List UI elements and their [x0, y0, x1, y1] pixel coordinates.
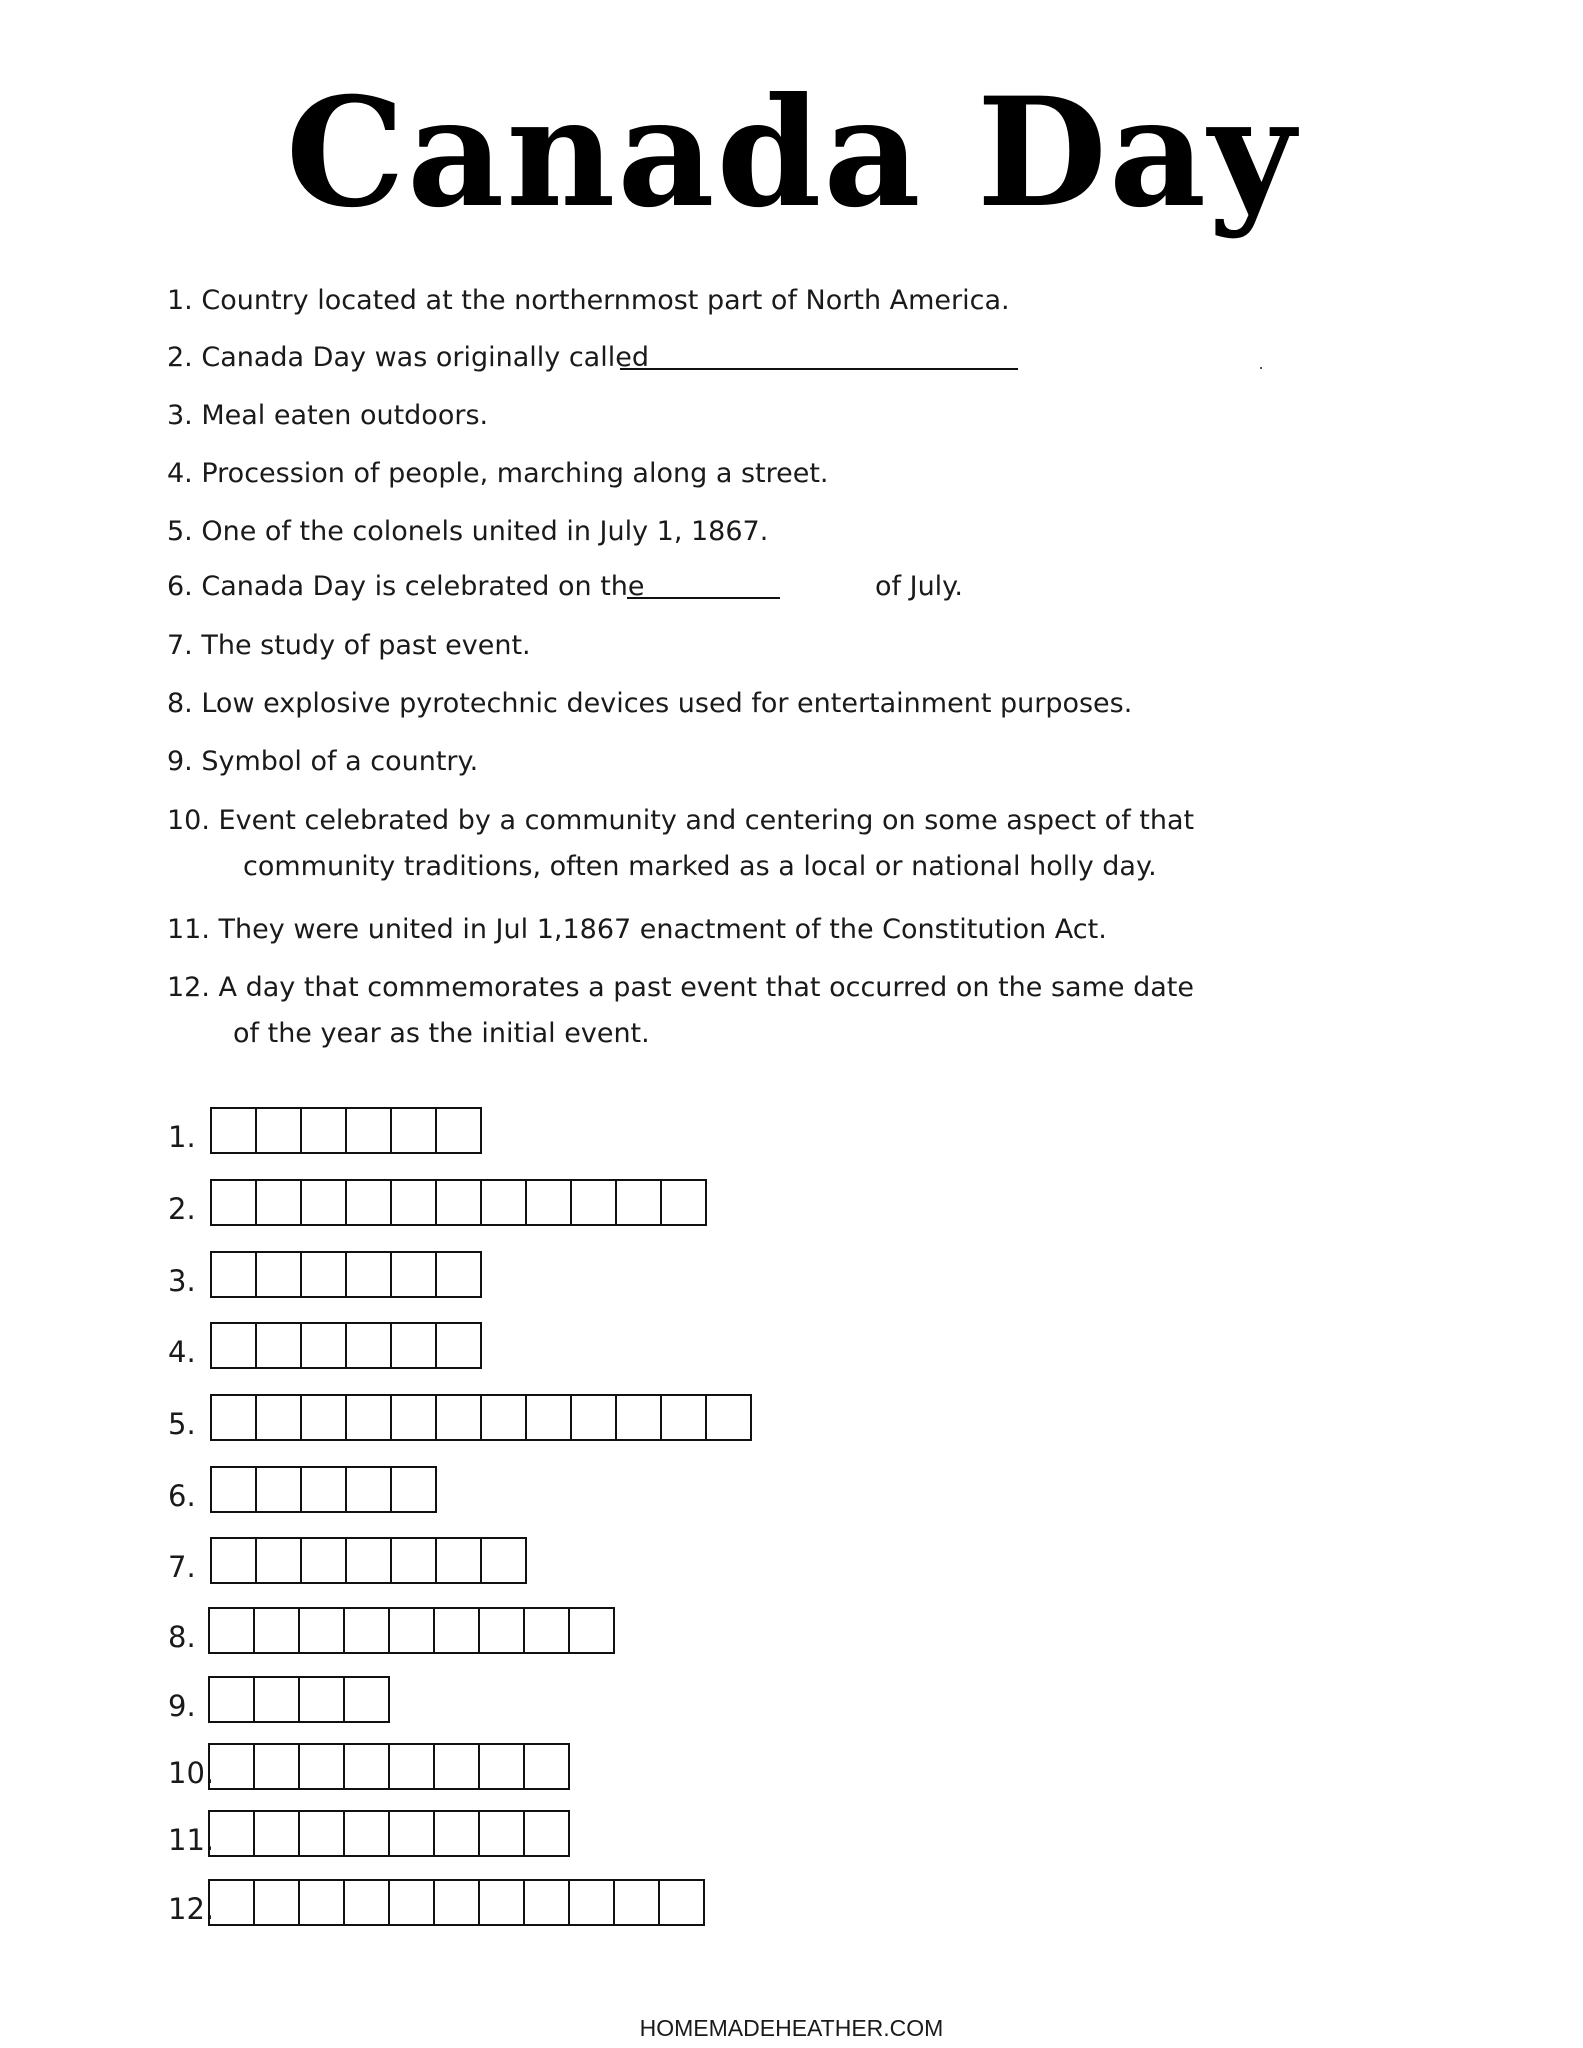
letter-boxes [210, 1537, 527, 1584]
clue-text: Low explosive pyrotechnic devices used for entertainment purposes. [201, 688, 1133, 719]
letter-box[interactable] [572, 1396, 617, 1439]
letter-box[interactable] [662, 1181, 705, 1224]
clue-text: Canada Day is celebrated on the [201, 571, 645, 602]
letter-box[interactable] [525, 1745, 568, 1788]
letter-box[interactable] [482, 1181, 527, 1224]
clue-text: Meal eaten outdoors. [201, 400, 489, 431]
clue-text: Canada Day was originally called [201, 342, 649, 373]
letter-box[interactable] [257, 1324, 302, 1367]
page-title: Canada Day [285, 65, 1298, 241]
clue-number: 2. [167, 342, 193, 373]
letter-box[interactable] [660, 1881, 703, 1924]
clue-number: 1. [167, 285, 193, 316]
letter-box[interactable] [392, 1253, 437, 1296]
letter-box[interactable] [257, 1539, 302, 1582]
letter-box[interactable] [437, 1181, 482, 1224]
clue-text-continued: of the year as the initial event. [233, 1018, 650, 1049]
letter-box[interactable] [347, 1324, 392, 1367]
clue-text: One of the colonels united in July 1, 1867. [201, 516, 769, 547]
clue-9 [167, 745, 478, 779]
letter-box[interactable] [255, 1745, 300, 1788]
letter-box[interactable] [255, 1678, 300, 1721]
letter-box[interactable] [435, 1812, 480, 1855]
letter-box[interactable] [212, 1253, 257, 1296]
letter-box[interactable] [572, 1181, 617, 1224]
letter-box[interactable] [257, 1468, 302, 1511]
letter-box[interactable] [392, 1181, 437, 1224]
letter-boxes [210, 1394, 752, 1441]
answer-number: 8. [168, 1620, 196, 1654]
letter-box[interactable] [255, 1881, 300, 1924]
letter-box[interactable] [210, 1812, 255, 1855]
letter-box[interactable] [300, 1745, 345, 1788]
letter-box[interactable] [525, 1881, 570, 1924]
letter-boxes [210, 1322, 482, 1369]
letter-box[interactable] [212, 1396, 257, 1439]
letter-box[interactable] [345, 1812, 390, 1855]
letter-box[interactable] [437, 1324, 480, 1367]
answer-number: 9. [168, 1689, 196, 1723]
answer-number: 4. [168, 1335, 196, 1369]
letter-box[interactable] [435, 1609, 480, 1652]
answer-number: 11. [168, 1823, 215, 1857]
letter-box[interactable] [392, 1109, 437, 1152]
clue-4 [167, 457, 829, 491]
clue-number: 5. [167, 516, 193, 547]
letter-box[interactable] [212, 1468, 257, 1511]
letter-box[interactable] [527, 1181, 572, 1224]
answer-number: 3. [168, 1264, 196, 1298]
letter-box[interactable] [437, 1253, 480, 1296]
answer-number: 5. [168, 1407, 196, 1441]
letter-box[interactable] [302, 1539, 347, 1582]
letter-box[interactable] [347, 1181, 392, 1224]
letter-box[interactable] [617, 1181, 662, 1224]
letter-box[interactable] [210, 1678, 255, 1721]
letter-box[interactable] [482, 1396, 527, 1439]
letter-box[interactable] [482, 1539, 525, 1582]
clue-2 [167, 341, 649, 375]
clue-number: 9. [167, 746, 193, 777]
clue-3 [167, 399, 488, 433]
clue-text: Event celebrated by a community and centering on some aspect of that [218, 805, 1195, 836]
letter-boxes [210, 1107, 482, 1154]
letter-box[interactable] [345, 1678, 388, 1721]
letter-boxes [210, 1251, 482, 1298]
letter-box[interactable] [525, 1812, 568, 1855]
letter-box[interactable] [210, 1745, 255, 1788]
letter-boxes [208, 1743, 570, 1790]
letter-box[interactable] [392, 1324, 437, 1367]
answer-number: 12. [168, 1892, 215, 1926]
letter-box[interactable] [255, 1609, 300, 1652]
letter-box[interactable] [257, 1181, 302, 1224]
letter-box[interactable] [615, 1881, 660, 1924]
clue-text: They were united in Jul 1,1867 enactment of the Constitution Act. [218, 914, 1107, 945]
letter-boxes [208, 1607, 615, 1654]
clue-6-suffix: of July. [875, 571, 963, 602]
letter-box[interactable] [257, 1253, 302, 1296]
clue-7 [167, 629, 531, 663]
letter-box[interactable] [390, 1812, 435, 1855]
letter-box[interactable] [437, 1396, 482, 1439]
answer-blank-line [627, 597, 780, 599]
answer-blank-line [620, 368, 1018, 370]
letter-box[interactable] [210, 1881, 255, 1924]
letter-box[interactable] [302, 1109, 347, 1152]
clue-10 [167, 804, 1194, 884]
letter-box[interactable] [347, 1468, 392, 1511]
letter-box[interactable] [390, 1609, 435, 1652]
letter-boxes [208, 1810, 570, 1857]
letter-box[interactable] [390, 1881, 435, 1924]
clue-number: 11. [167, 914, 210, 945]
clue-number: 3. [167, 400, 193, 431]
letter-box[interactable] [302, 1324, 347, 1367]
letter-box[interactable] [255, 1812, 300, 1855]
letter-box[interactable] [300, 1678, 345, 1721]
letter-box[interactable] [662, 1396, 707, 1439]
clue-text: The study of past event. [201, 630, 531, 661]
clue-number: 4. [167, 458, 193, 489]
letter-box[interactable] [437, 1539, 482, 1582]
letter-box[interactable] [480, 1812, 525, 1855]
letter-box[interactable] [392, 1468, 435, 1511]
letter-box[interactable] [212, 1539, 257, 1582]
letter-box[interactable] [300, 1609, 345, 1652]
letter-box[interactable] [570, 1609, 613, 1652]
letter-boxes [210, 1466, 437, 1513]
letter-box[interactable] [300, 1812, 345, 1855]
clue-12 [167, 971, 1194, 1051]
letter-box[interactable] [347, 1396, 392, 1439]
answer-number: 1. [168, 1120, 196, 1154]
clue-6 [167, 570, 645, 604]
clue-number: 8. [167, 688, 193, 719]
stray-mark [1260, 367, 1262, 369]
letter-box[interactable] [437, 1109, 480, 1152]
clue-number: 12. [167, 972, 210, 1003]
letter-box[interactable] [392, 1539, 437, 1582]
clue-8 [167, 687, 1132, 721]
letter-box[interactable] [257, 1109, 302, 1152]
letter-box[interactable] [212, 1324, 257, 1367]
letter-box[interactable] [345, 1745, 390, 1788]
letter-box[interactable] [347, 1253, 392, 1296]
clue-number: 10. [167, 805, 210, 836]
clue-text: Procession of people, marching along a street. [201, 458, 829, 489]
letter-box[interactable] [212, 1109, 257, 1152]
letter-box[interactable] [302, 1253, 347, 1296]
clue-number: 7. [167, 630, 193, 661]
letter-box[interactable] [617, 1396, 662, 1439]
letter-box[interactable] [345, 1609, 390, 1652]
letter-box[interactable] [392, 1396, 437, 1439]
letter-boxes [208, 1676, 390, 1723]
clue-text: Symbol of a country. [201, 746, 479, 777]
answer-number: 10. [168, 1756, 215, 1790]
letter-box[interactable] [345, 1881, 390, 1924]
letter-box[interactable] [210, 1609, 255, 1652]
letter-box[interactable] [302, 1181, 347, 1224]
letter-box[interactable] [302, 1468, 347, 1511]
clue-number: 6. [167, 571, 193, 602]
footer-website: HOMEMADEHEATHER.COM [639, 2015, 944, 2041]
clue-text-continued: community traditions, often marked as a local or national holly day. [243, 851, 1157, 882]
letter-box[interactable] [302, 1396, 347, 1439]
letter-box[interactable] [257, 1396, 302, 1439]
letter-box[interactable] [527, 1396, 572, 1439]
letter-box[interactable] [480, 1881, 525, 1924]
letter-boxes [210, 1179, 707, 1226]
clue-5 [167, 515, 768, 549]
letter-box[interactable] [300, 1881, 345, 1924]
answer-number: 2. [168, 1192, 196, 1226]
letter-box[interactable] [570, 1881, 615, 1924]
letter-box[interactable] [707, 1396, 750, 1439]
letter-box[interactable] [212, 1181, 257, 1224]
clue-1 [167, 284, 1010, 318]
letter-box[interactable] [525, 1609, 570, 1652]
letter-box[interactable] [347, 1539, 392, 1582]
clue-text: Country located at the northernmost part of North America. [201, 285, 1010, 316]
letter-boxes [208, 1879, 705, 1926]
letter-box[interactable] [347, 1109, 392, 1152]
letter-box[interactable] [390, 1745, 435, 1788]
letter-box[interactable] [435, 1745, 480, 1788]
letter-box[interactable] [435, 1881, 480, 1924]
answer-number: 7. [168, 1550, 196, 1584]
clue-11 [167, 913, 1107, 947]
clue-text: A day that commemorates a past event that occurred on the same date [218, 972, 1194, 1003]
answer-number: 6. [168, 1479, 196, 1513]
letter-box[interactable] [480, 1745, 525, 1788]
letter-box[interactable] [480, 1609, 525, 1652]
